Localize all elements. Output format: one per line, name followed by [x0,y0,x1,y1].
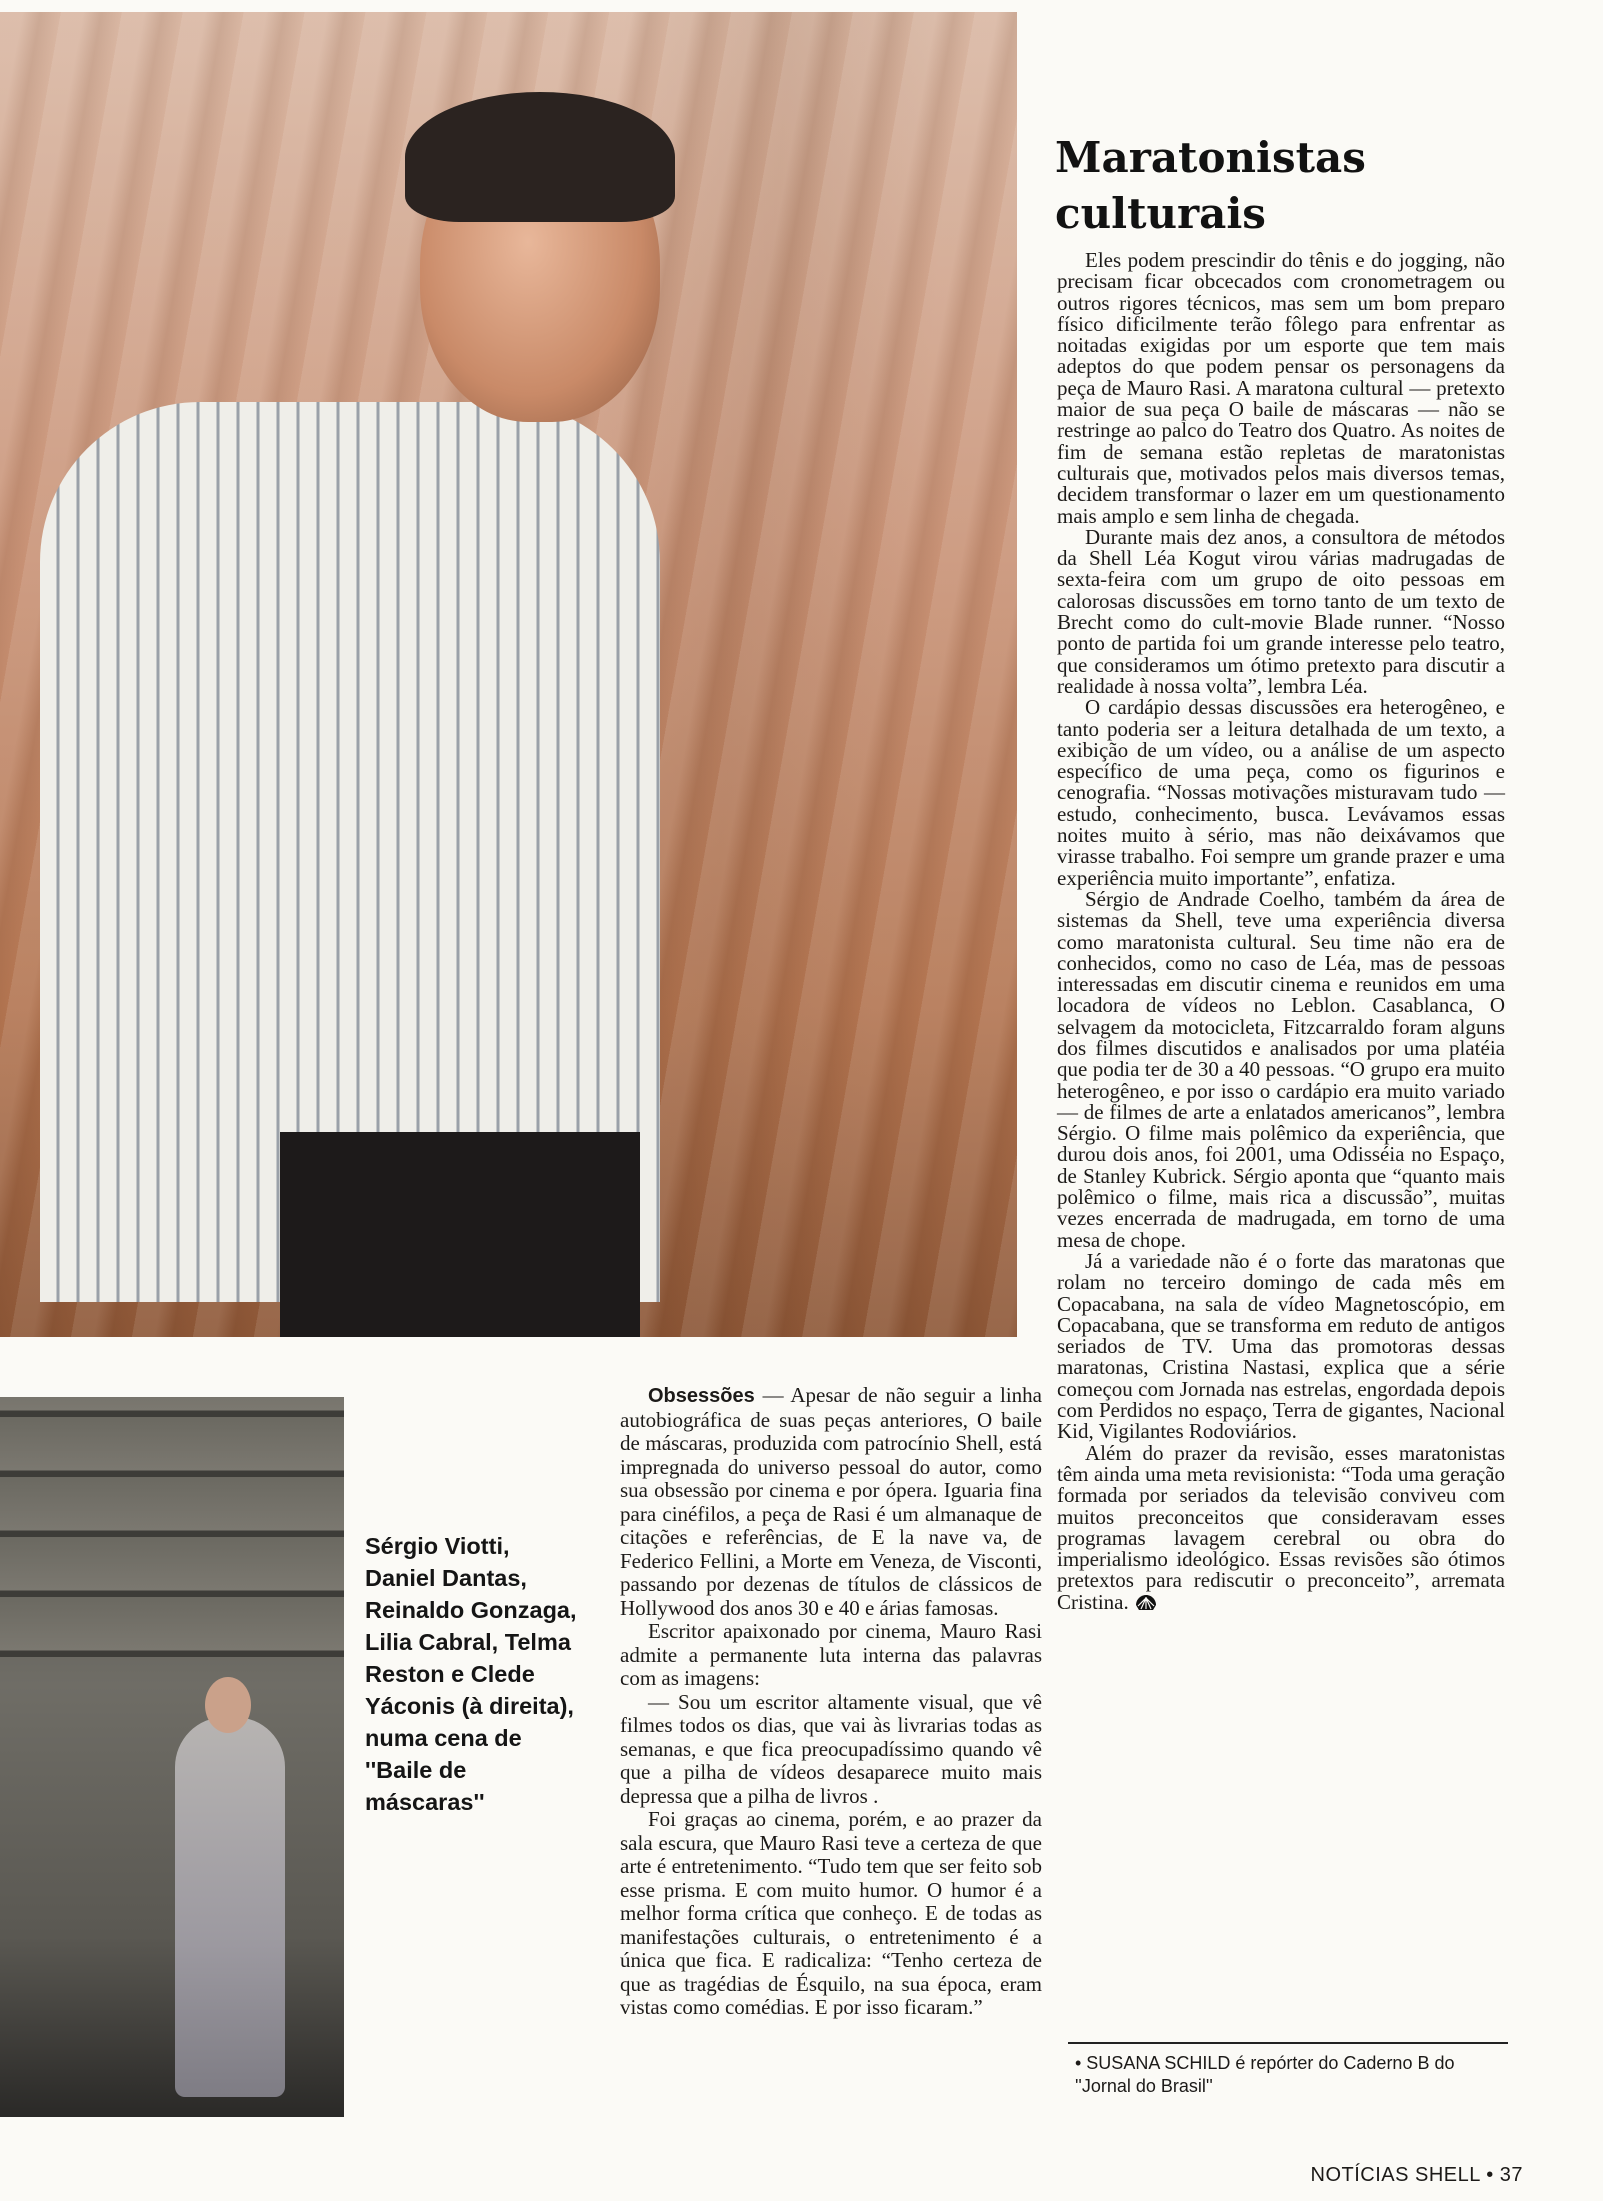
shell-logo-icon [1135,1594,1157,1612]
stage-scene-photo [0,1397,344,2117]
photo-caption: Sérgio Viotti, Daniel Dantas, Reinaldo Gonzaga, Lilia Cabral, Telma Reston e Clede Yáconis (à direita), numa cena de ''Baile de máscaras'' [365,1533,577,1815]
paragraph: Sérgio de Andrade Coelho, também da área de sistemas da Shell, teve uma experiência diversa como maratonista cultural. Seu time não era de conhecidos, como no caso de Léa, mas de pessoas interessadas em discutir cinema e reunidos em uma locadora de vídeos no Leblon. Casablanca, O selvagem da motocicleta, Fitzcarraldo foram alguns dos filmes discutidos e analisados por uma platéia que podia ter de 30 a 40 pessoas. “O grupo era muito heterogêneo, e por isso o cardápio era muito variado — de filmes de arte a enlatados americanos”, lembra Sérgio. O filme mais polêmico da experiência, que durou dois anos, foi 2001, uma Odisséia no Espaço, de Stanley Kubrick. Sérgio aponta que “quanto mais polêmico o filme, mais rica a discussão”, muitas vezes encerrada de madrugada, em torno de uma mesa de chope. [1057,886,1505,1252]
main-photo-mauro-rasi [0,12,1017,1337]
bookshelf-backdrop [0,1397,344,1657]
paragraph: O cardápio dessas discussões era heterogêneo, e tanto poderia ser a leitura detalhada de um texto, a exibição de um vídeo, ou a análise de um aspecto específico de uma peça, como os figurinos e cenografia. “Nossas motivações misturavam tudo — estudo, conhecimento, busca. Levávamos essas noites muito à sério, mas não deixávamos que virasse trabalho. Foi sempre um grande prazer e uma experiência muito importante”, enfatiza. [1057,695,1505,890]
actress-figure [175,1717,285,2097]
section-lead-obsessoes: Obsessões [648,1385,755,1407]
right-column-text [1057,250,1505,1613]
paragraph: Escritor apaixonado por cinema, Mauro Rasi admite a permanente luta interna das palavras com as imagens: [620,1619,1042,1690]
divider [1068,2042,1508,2044]
author-note: • SUSANA SCHILD é repórter do Caderno B do ''Jornal do Brasil'' [1075,2053,1455,2096]
paragraph: Já a variedade não é o forte das maratonas que rolam no terceiro domingo de cada mês em Copacabana, na sala de vídeo Magnetoscópio, em Copacabana, que se transforma em reduto de antigos seriados de TV. Uma das promotoras dessas maratonas, Cristina Nastasi, explica que a série começou com Jornada nas estrelas, engordada depois com Perdidos no espaço, Terra de gigantes, Nacional Kid, Vigilantes Rodoviários. [1057,1248,1505,1444]
middle-column-text [620,1384,1042,2020]
portrait-hair [405,92,675,222]
paragraph-text: Além do prazer da revisão, esses maratonistas têm ainda uma meta revisionista: “Toda uma geração formada por seriados da televisão conviveu com muitos preconceitos que consideravam esses programas lavagem cerebral ou obra do imperialismo ideológico. Essas revisões são ótimos pretextos para rediscutir o preconceito”, arremata Cristina. [1057,1440,1505,1614]
paragraph: Eles podem prescindir do tênis e do jogging, não precisam ficar obcecados com cronometragem ou outros rigores técnicos, mas sem um bom preparo físico dificilmente terão fôlego para enfrentar as noitadas exigidas por um esporte que tem mais adeptos do que podem pensar os personagens da peça de Mauro Rasi. A maratona cultural — pretexto maior de sua peça O baile de máscaras — não se restringe ao palco do Teatro dos Quatro. As noites de fim de semana estão repletas de maratonistas culturais que, motivados pelos mais diversos temas, decidem transformar o lazer em um questionamento mais amplo e sem linha de chegada. [1057,248,1505,528]
paragraph: — Sou um escritor altamente visual, que vê filmes todos os dias, que vai às livrarias todas as semanas, e que fica preocupadíssimo quando vê que a pilha de vídeos desaparece muito mais depressa que a pilha de livros . [620,1689,1042,1808]
paragraph [620,1384,1042,1620]
page-footer: NOTÍCIAS SHELL • 37 [1310,2164,1523,2186]
article-headline: Maratonistas culturais [1055,133,1366,238]
paragraph [1057,1440,1505,1614]
dark-trousers [280,1132,640,1337]
paragraph: Durante mais dez anos, a consultora de métodos da Shell Léa Kogut virou várias madrugadas de sexta-feira com um grupo de oito pessoas em calorosas discussões em torno tanto de um texto de Brecht como do cult-movie Blade runner. “Nosso ponto de partida foi um grande interesse pelo teatro, que consideramos um ótimo pretexto para discutir a realidade à nossa volta”, lembra Léa. [1057,524,1505,698]
actress-head [205,1677,251,1733]
paragraph: Foi graças ao cinema, porém, e ao prazer da sala escura, que Mauro Rasi teve a certeza de que arte é entretenimento. “Tudo tem que ser feito sob esse prisma. E com muito humor. O humor é a melhor forma crítica que conheço. E de todas as manifestações culturais, o entretenimento é a única que fica. E radicaliza: “Tenho certeza de que as tragédias de Ésquilo, na sua época, eram vistas como comédias. E por isso ficaram.” [620,1807,1042,2019]
paragraph-text: — Apesar de não seguir a linha autobiográfica de suas peças anteriores, O baile de máscaras, produzida com patrocínio Shell, está impregnada do universo pessoal do autor, como sua obsessão por cinema e por ópera. Iguaria fina para cinéfilos, a peça de Rasi é um almanaque de citações e referências, de E la nave va, de Federico Fellini, a Morte em Veneza, de Visconti, passando por dezenas de títulos de clássicos de Hollywood dos anos 30 e 40 e árias famosas. [620,1383,1042,1620]
